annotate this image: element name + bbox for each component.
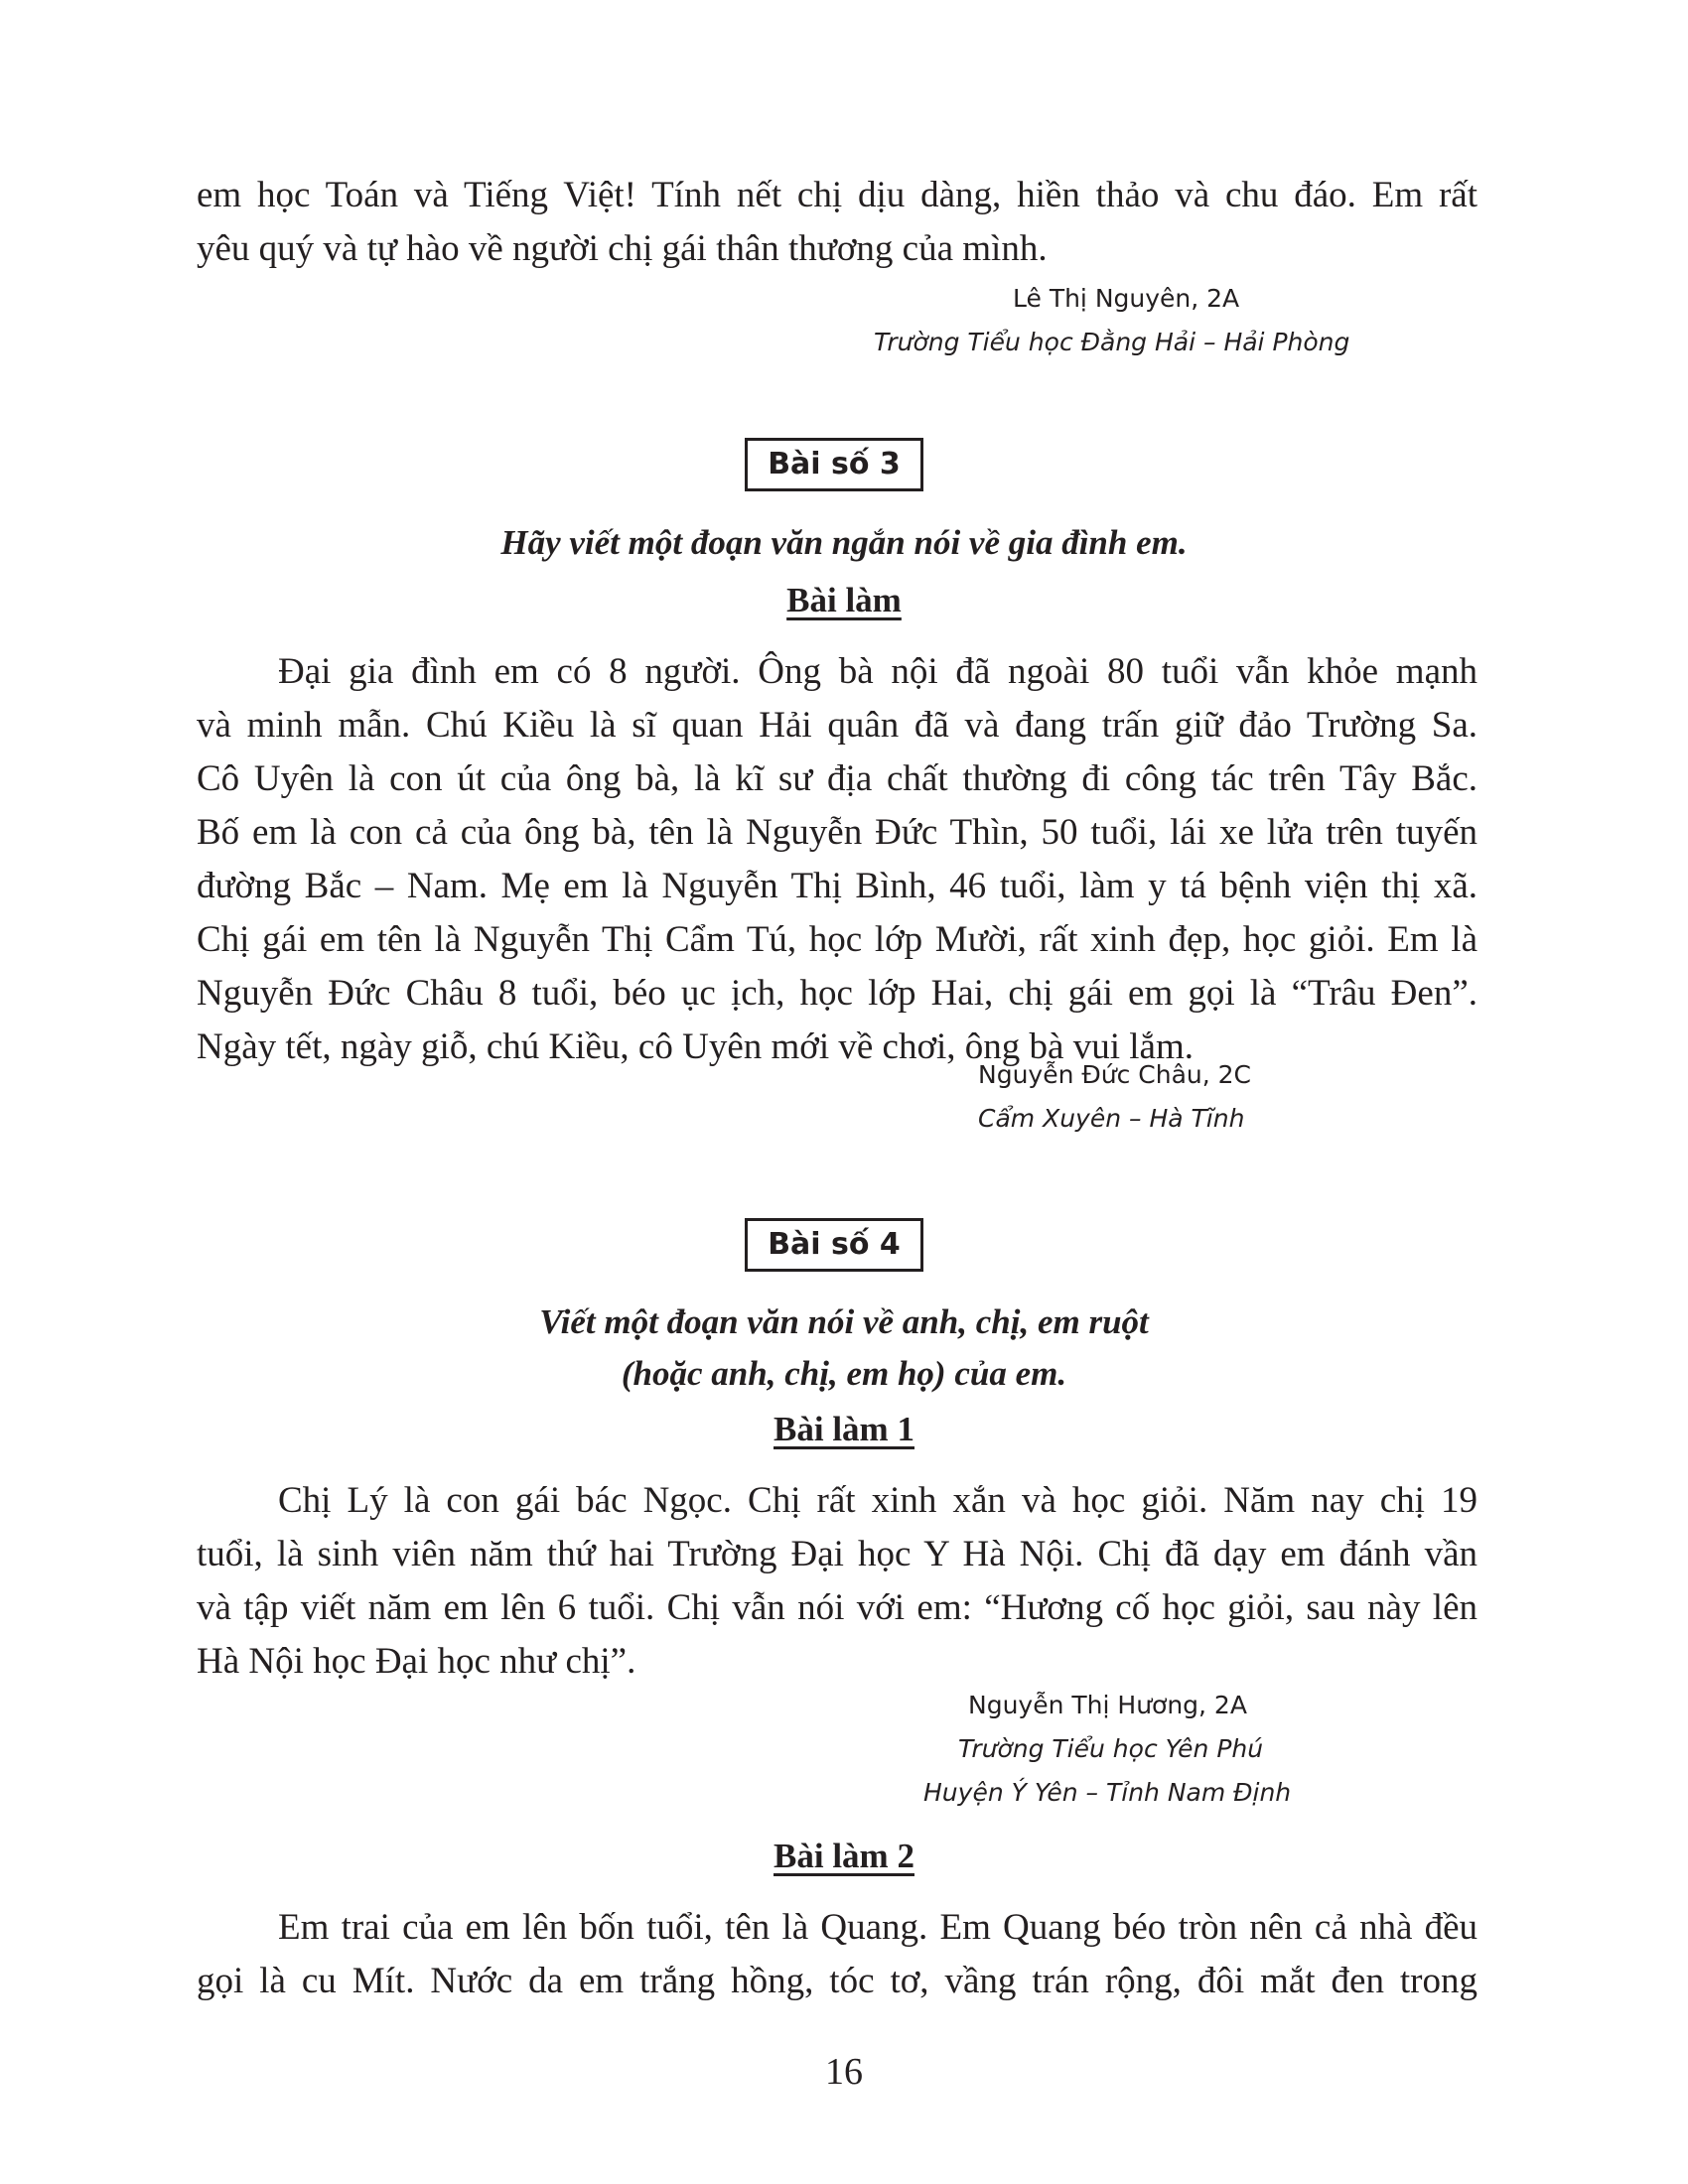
essay1-line-3: và tập viết năm em lên 6 tuổi. Chị vẫn nói với em: “Hương cố học giỏi, sau này lên [197,1587,1477,1628]
essay2-line-2: gọi là cu Mít. Nước da em trắng hồng, tóc tơ, vầng trán rộng, đôi mắt đen trong [197,1961,1477,2001]
intro-paragraph [197,169,1477,276]
bai3-prompt: Hãy viết một đoạn văn ngắn nói về gia đình em. [500,523,1188,562]
bai3-heading: Bài làm [786,581,902,619]
bai3-line-8: Ngày tết, ngày giỗ, chú Kiều, cô Uyên mới về chơi, ông bà vui lắm. [197,1026,1194,1067]
bai3-line-3: Cô Uyên là con út của ông bà, là kĩ sư địa chất thường đi công tác trên Tây Bắc. [197,758,1477,799]
intro-line-2: yêu quý và tự hào về người chị gái thân thương của mình. [197,228,1048,269]
essay1-credit-name: Nguyễn Thị Hương, 2A [968,1691,1247,1719]
intro-credit-school: Trường Tiểu học Đằng Hải – Hải Phòng [874,328,1350,356]
essay1-line-1: Chị Lý là con gái bác Ngọc. Chị rất xinh xắn và học giỏi. Năm nay chị 19 [278,1480,1477,1521]
bai3-line-5: đường Bắc – Nam. Mẹ em là Nguyễn Thị Bình, 46 tuổi, làm y tá bệnh viện thị xã. [197,866,1477,906]
bai4-label-box: Bài số 4 [745,1218,923,1272]
bai4-prompt-line-2: (hoặc anh, chị, em họ) của em. [621,1354,1067,1393]
bai3-paragraph [197,645,1477,1074]
essay1-line-2: tuổi, là sinh viên năm thứ hai Trường Đại học Y Hà Nội. Chị đã dạy em đánh vần [197,1534,1477,1574]
bai3-line-2: và minh mẫn. Chú Kiều là sĩ quan Hải quân đã và đang trấn giữ đảo Trường Sa. [197,705,1477,746]
bai4-essay2-heading: Bài làm 2 [774,1837,914,1875]
bai3-line-1: Đại gia đình em có 8 người. Ông bà nội đã ngoài 80 tuổi vẫn khỏe mạnh [278,651,1477,692]
essay1-credit-place: Huyện Ý Yên – Tỉnh Nam Định [923,1778,1292,1807]
bai3-credit-name: Nguyễn Đức Châu, 2C [978,1060,1252,1089]
bai3-line-4: Bố em là con cả của ông bà, tên là Nguyễn Đức Thìn, 50 tuổi, lái xe lửa trên tuyến [197,812,1477,853]
intro-line-1: em học Toán và Tiếng Việt! Tính nết chị dịu dàng, hiền thảo và chu đáo. Em rất [197,175,1477,215]
bai3-line-7: Nguyễn Đức Châu 8 tuổi, béo ục ịch, học lớp Hai, chị gái em gọi là “Trâu Đen”. [197,973,1477,1014]
page-number: 16 [825,2051,863,2093]
bai3-label-box: Bài số 3 [745,438,923,491]
bai4-essay1-heading: Bài làm 1 [774,1410,914,1448]
essay1-line-4: Hà Nội học Đại học như chị”. [197,1641,636,1682]
intro-credit-name: Lê Thị Nguyên, 2A [1013,284,1240,313]
essay2-line-1: Em trai của em lên bốn tuổi, tên là Quang. Em Quang béo tròn nên cả nhà đều [278,1907,1477,1948]
bai4-essay1-paragraph [197,1474,1477,1689]
bai4-essay2-paragraph [197,1901,1477,2008]
bai3-line-6: Chị gái em tên là Nguyễn Thị Cẩm Tú, học lớp Mười, rất xinh đẹp, học giỏi. Em là [197,919,1477,960]
essay1-credit-school: Trường Tiểu học Yên Phú [958,1734,1264,1763]
bai3-credit-place: Cẩm Xuyên – Hà Tĩnh [978,1104,1245,1133]
bai4-prompt-line-1: Viết một đoạn văn nói về anh, chị, em ruột [539,1302,1149,1341]
